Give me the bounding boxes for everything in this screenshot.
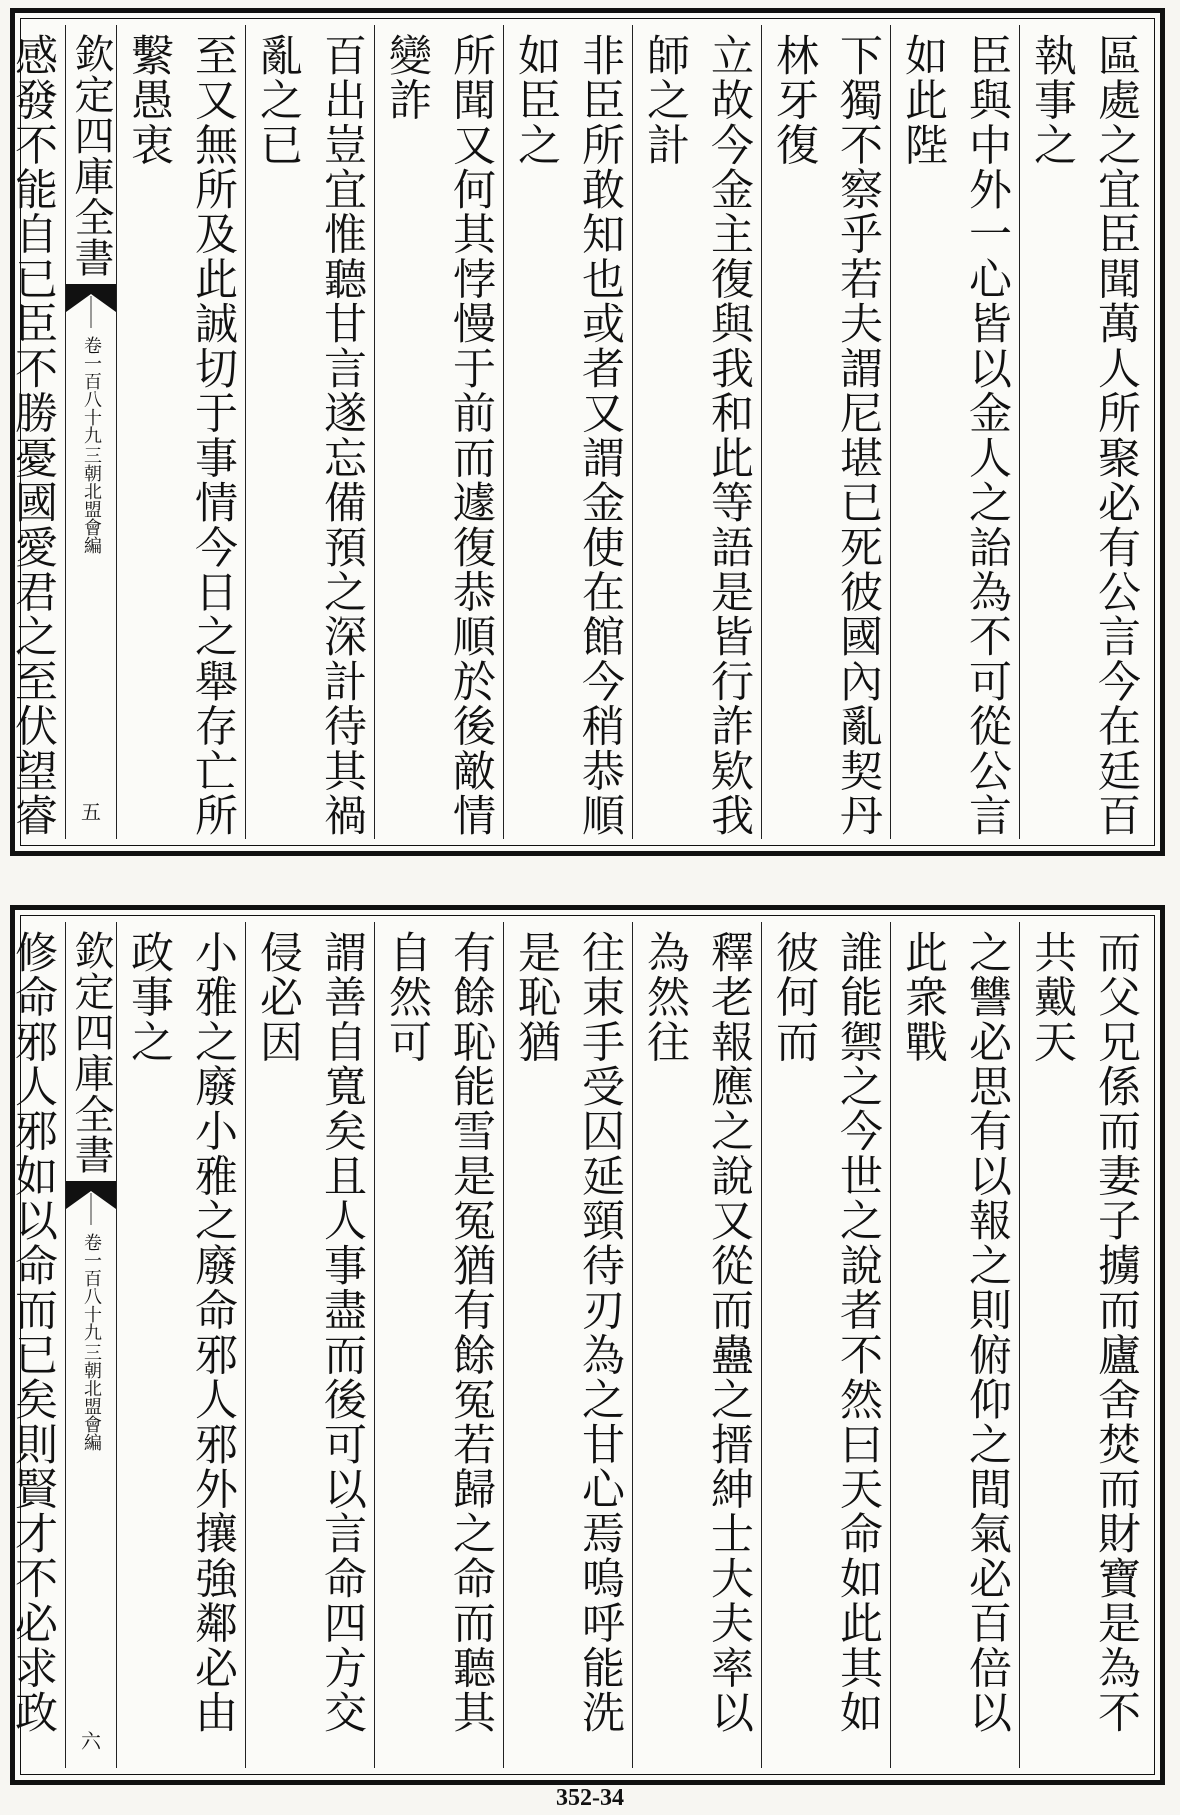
text-column: 誰能禦之今世之說者不然曰天命如此其如彼何而 xyxy=(761,922,890,1768)
center-spine xyxy=(65,922,116,1768)
text-column: 有餘恥能雪是冤猶有餘冤若歸之命而聽其自然可 xyxy=(374,922,503,1768)
text-column: 臣與中外一心皆以金人之詒為不可從公言如此陛 xyxy=(890,25,1019,839)
collection-title: 欽定四庫全書 xyxy=(68,930,114,1175)
text-column: 百出豈宜惟聽甘言遂忘備預之深計待其禍亂之已 xyxy=(245,25,374,839)
text-column: 下獨不察乎若夫謂尼堪已死彼國內亂契丹林牙復 xyxy=(761,25,890,839)
text-column: 修命邪人邪如以命而已矣則賢才不必求政 xyxy=(0,922,65,1768)
text-column: 非臣所敢知也或者又謂金使在館今稍恭順如臣之 xyxy=(503,25,632,839)
text-column: 而父兄係而妻子擄而廬舍焚而財寶是為不共戴天 xyxy=(1019,922,1148,1768)
text-column: 立故今金主復與我和此等語是皆行詐欵我師之計 xyxy=(632,25,761,839)
folio-number: 六 xyxy=(81,1729,101,1753)
volume-number: 卷一百八十九 xyxy=(81,1232,102,1341)
text-column: 至又無所及此誠切于事情今日之舉存亡所繫愚衷 xyxy=(116,25,245,839)
lower-page-panel xyxy=(10,905,1165,1785)
book-title: 三朝北盟會編 xyxy=(81,445,102,554)
fishtail-mark-icon xyxy=(66,1181,116,1225)
upper-page-panel xyxy=(10,8,1165,856)
book-info xyxy=(80,336,102,554)
fishtail-mark-icon xyxy=(66,284,116,328)
folio-number: 五 xyxy=(81,800,101,824)
text-column: 之讐必思有以報之則俯仰之間氣必百倍以此衆戰 xyxy=(890,922,1019,1768)
center-spine xyxy=(65,25,116,839)
book-title: 三朝北盟會編 xyxy=(81,1342,102,1451)
book-info xyxy=(80,1233,102,1451)
text-column: 釋老報應之說又從而蠱之搢紳士大夫率以為然往 xyxy=(632,922,761,1768)
text-column: 往束手受囚延頸待刃為之甘心焉嗚呼能洗是恥猶 xyxy=(503,922,632,1768)
text-column: 感發不能自已臣不勝憂國愛君之至伏望睿 xyxy=(0,25,65,839)
collection-title: 欽定四庫全書 xyxy=(68,33,114,278)
page-number: 352-34 xyxy=(556,1785,624,1811)
lower-columns xyxy=(8,922,1148,1768)
text-column: 小雅之廢小雅之廢命邪人邪外攘強鄰必由政事之 xyxy=(116,922,245,1768)
text-column: 區處之宜臣聞萬人所聚必有公言今在廷百執事之 xyxy=(1019,25,1148,839)
upper-columns xyxy=(8,25,1148,839)
text-column: 所聞又何其悖慢于前而遽復恭順於後敵情變詐 xyxy=(374,25,503,839)
text-column: 謂善自寬矣且人事盡而後可以言命四方交侵必因 xyxy=(245,922,374,1768)
volume-number: 卷一百八十九 xyxy=(81,335,102,444)
